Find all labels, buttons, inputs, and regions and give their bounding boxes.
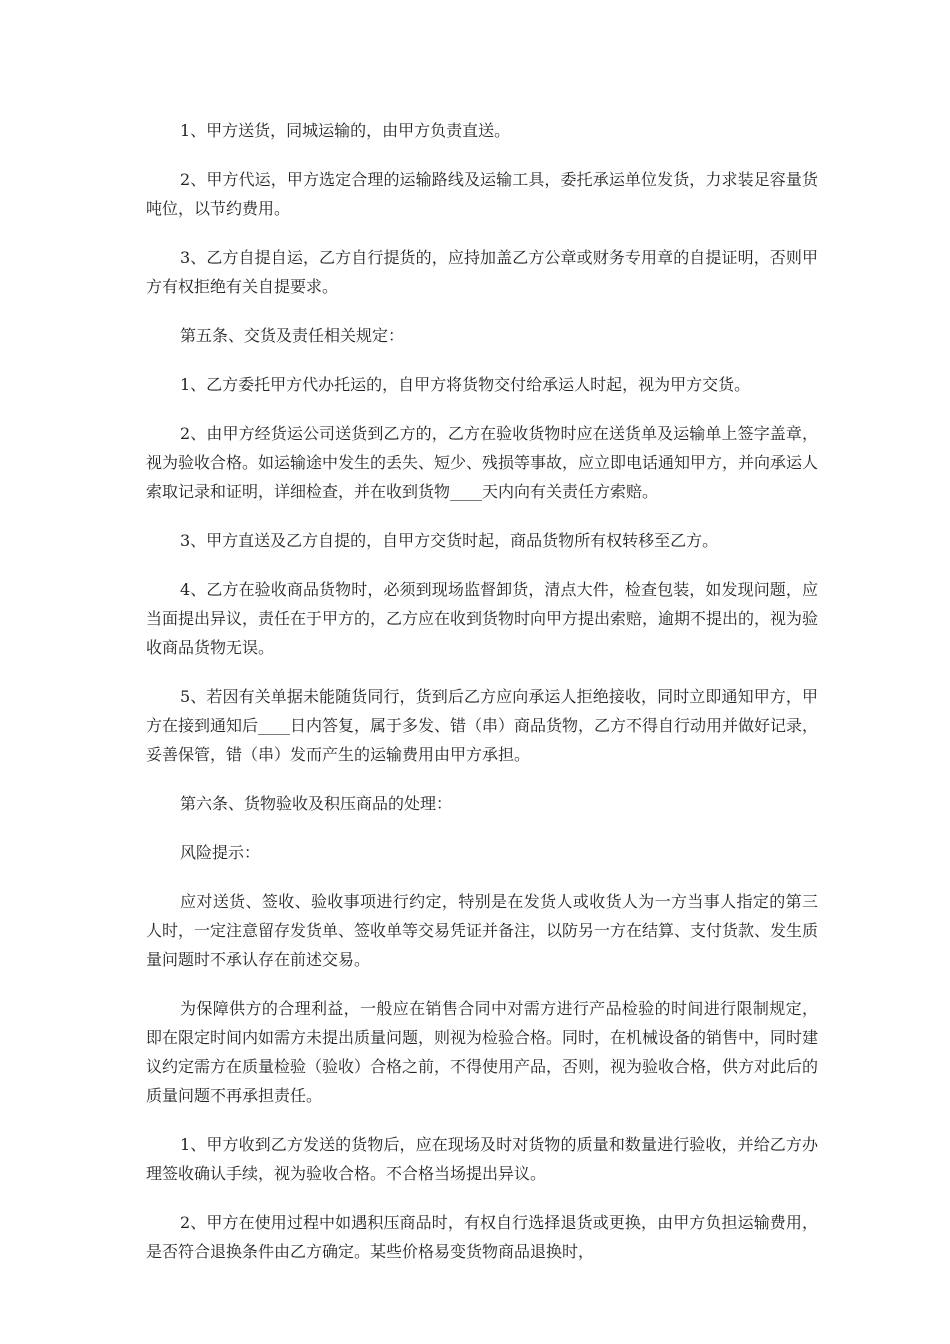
paragraph-freight-company: 2、由甲方经货运公司送货到乙方的，乙方在验收货物时应在送货单及运输单上签字盖章，视为验收合格。如运输途中发生的丢失、短少、残损等事故，应立即电话通知甲方，并向承运人索取记录和证明，详细检查，并在收到货物____天内向有关责任方索赔。 (146, 424, 819, 501)
paragraph-delivery-proxy: 2、甲方代运，甲方选定合理的运输路线及运输工具，委托承运单位发货，力求装足容量货吨位，以节约费用。 (146, 170, 818, 218)
heading-article-5: 第五条、交货及责任相关规定： (180, 326, 405, 345)
paragraph-self-pickup: 3、乙方自提自运，乙方自行提货的，应持加盖乙方公章或财务专用章的自提证明，否则甲方有权拒绝有关自提要求。 (146, 248, 818, 296)
paragraph-overstock-return: 2、甲方在使用过程中如遇积压商品时，有权自行选择退货或更换，由甲方负担运输费用，是否符合退换条件由乙方确定。某些价格易变货物商品退换时， (146, 1213, 818, 1261)
document-page (146, 116, 818, 1286)
paragraph-ownership-transfer: 3、甲方直送及乙方自提的，自甲方交货时起，商品货物所有权转移至乙方。 (180, 531, 719, 550)
paragraph-delivery-direct: 1、甲方送货，同城运输的，由甲方负责直送。 (180, 121, 511, 140)
paragraph-consigned-shipping: 1、乙方委托甲方代办托运的，自甲方将货物交付给承运人时起，视为甲方交货。 (180, 375, 751, 394)
paragraph-risk-inspection-time: 为保障供方的合理利益，一般应在销售合同中对需方进行产品检验的时间进行限制规定，即在限定时间内如需方未提出质量问题，则视为检验合格。同时，在机械设备的销售中，同时建议约定需方在质量检验（验收）合格之前，不得使用产品，否则，视为验收合格，供方对此后的质量问题不再承担责任。 (146, 999, 819, 1105)
heading-article-6: 第六条、货物验收及积压商品的处理： (180, 794, 453, 813)
paragraph-missing-documents: 5、若因有关单据未能随货同行，货到后乙方应向承运人拒绝接收，同时立即通知甲方，甲方在接到通知后____日内答复，属于多发、错（串）商品货物，乙方不得自行动用并做好记录，妥善保管，错（串）发而产生的运输费用由甲方承担。 (146, 687, 819, 764)
heading-risk-notice: 风险提示： (180, 843, 261, 862)
paragraph-inspection-onsite: 4、乙方在验收商品货物时，必须到现场监督卸货，清点大件，检查包装，如发现问题，应当面提出异议，责任在于甲方的，乙方应在收到货物时向甲方提出索赔，逾期不提出的，视为验收商品货物无误。 (146, 580, 819, 657)
paragraph-acceptance: 1、甲方收到乙方发送的货物后，应在现场及时对货物的质量和数量进行验收，并给乙方办理签收确认手续，视为验收合格。不合格当场提出异议。 (146, 1135, 818, 1183)
paragraph-risk-delivery: 应对送货、签收、验收事项进行约定，特别是在发货人或收货人为一方当事人指定的第三人时，一定注意留存发货单、签收单等交易凭证并备注，以防另一方在结算、支付货款、发生质量问题时不承认存在前述交易。 (146, 892, 819, 969)
